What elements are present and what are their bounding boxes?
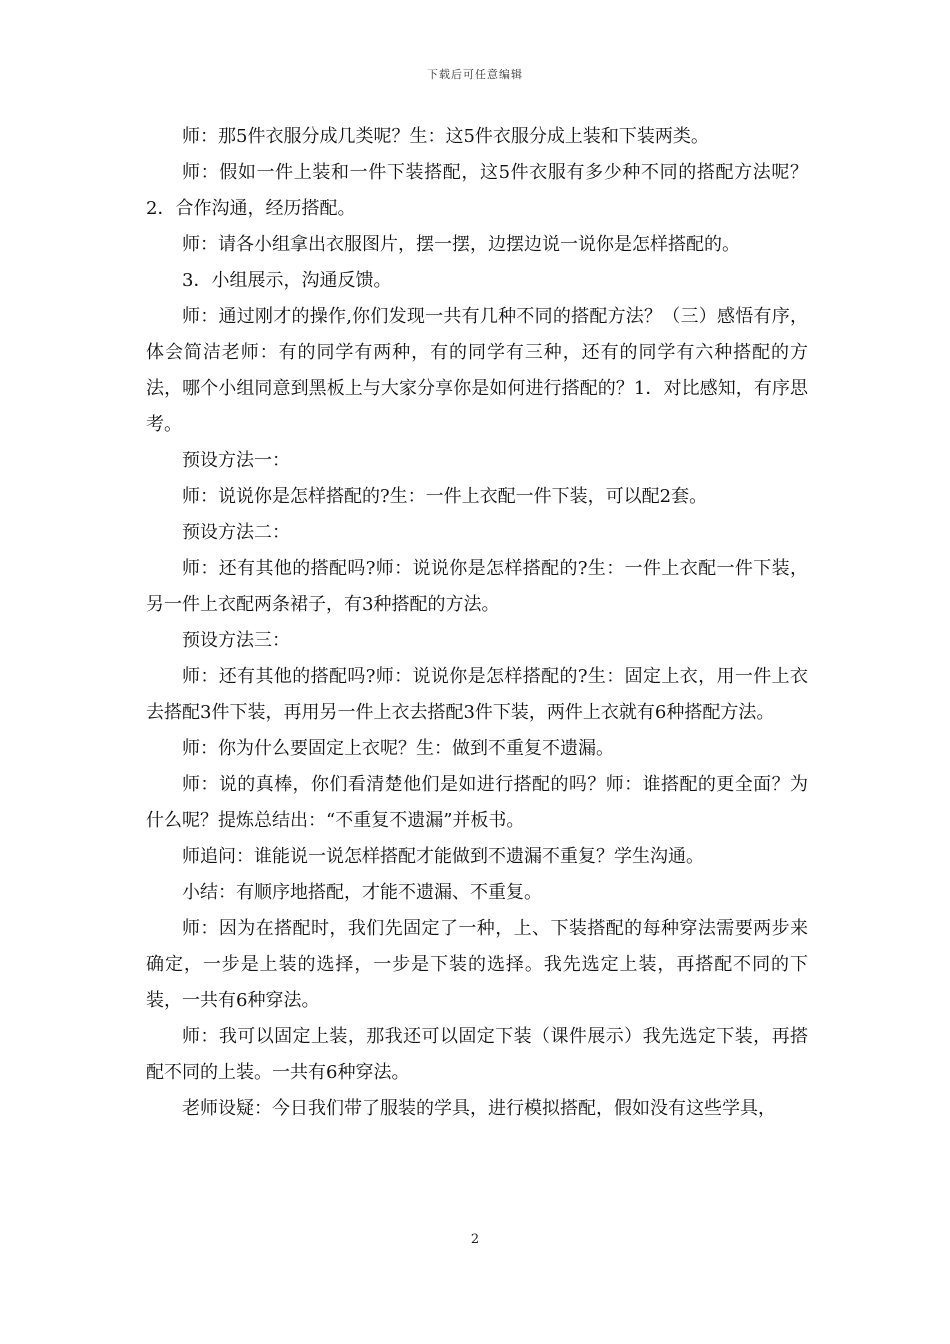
paragraph: 师：那5件衣服分成几类呢？生：这5件衣服分成上装和下装两类。 — [182, 126, 709, 147]
paragraph: 师：我可以固定上装，那我还可以固定下装（课件展示）我先选定下装，再搭配不同的上装。一共有6种穿法。 — [146, 1026, 808, 1083]
paragraph: 师：说的真棒，你们看清楚他们是如进行搭配的吗？师：谁搭配的更全面？为什么呢？提炼总结出：“不重复不遗漏”并板书。 — [146, 774, 808, 831]
paragraph: 师：还有其他的搭配吗?师：说说你是怎样搭配的?生：一件上衣配一件下装，另一件上衣配两条裙子，有3种搭配的方法。 — [146, 558, 808, 615]
paragraph: 师：通过刚才的操作,你们发现一共有几种不同的搭配方法？（三）感悟有序，体会简洁老师：有的同学有两种，有的同学有三种，还有的同学有六种搭配的方法，哪个小组同意到黑板上与大家分享你是如何进行搭配的？1．对比感知，有序思考。 — [146, 306, 808, 435]
paragraph: 师：因为在搭配时，我们先固定了一种，上、下装搭配的每种穿法需要两步来确定，一步是上装的选择，一步是下装的选择。我先选定上装，再搭配不同的下装，一共有6种穿法。 — [146, 918, 808, 1011]
paragraph: 预设方法一： — [182, 450, 290, 471]
paragraph: 师：你为什么要固定上衣呢？生：做到不重复不遗漏。 — [182, 738, 614, 759]
paragraph: 预设方法三： — [182, 630, 290, 651]
paragraph: 师：请各小组拿出衣服图片，摆一摆，边摆边说一说你是怎样搭配的。 — [182, 234, 740, 255]
paragraph: 预设方法二： — [182, 522, 290, 543]
paragraph: 师：假如一件上装和一件下装搭配，这5件衣服有多少种不同的搭配方法呢？2．合作沟通，经历搭配。 — [146, 162, 808, 219]
document-body — [146, 119, 808, 1127]
paragraph: 师：还有其他的搭配吗?师：说说你是怎样搭配的?生：固定上衣，用一件上衣去搭配3件下装，再用另一件上衣去搭配3件下装，两件上衣就有6种搭配方法。 — [146, 666, 808, 723]
page-number: 2 — [470, 1232, 480, 1247]
paragraph: 老师设疑：今日我们带了服装的学具，进行模拟搭配，假如没有这些学具， — [182, 1098, 776, 1119]
paragraph: 师追问：谁能说一说怎样搭配才能做到不遗漏不重复？学生沟通。 — [182, 846, 704, 867]
page-header: 下载后可任意编辑 — [427, 68, 523, 81]
paragraph: 师：说说你是怎样搭配的?生：一件上衣配一件下装，可以配2套。 — [182, 486, 708, 507]
paragraph: 3．小组展示，沟通反馈。 — [182, 270, 392, 291]
paragraph: 小结：有顺序地搭配，才能不遗漏、不重复。 — [182, 882, 542, 903]
